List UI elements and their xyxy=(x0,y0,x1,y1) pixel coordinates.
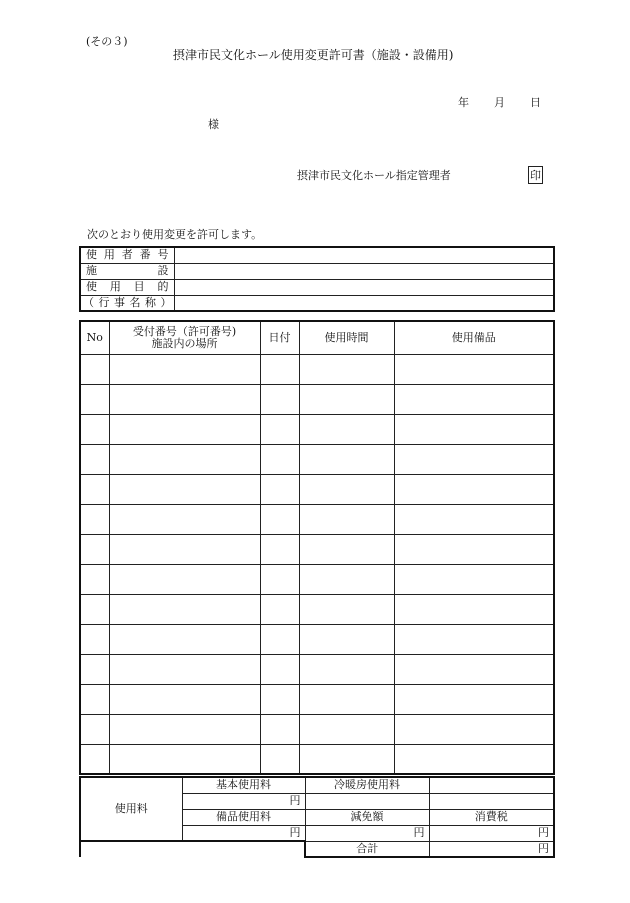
info-label-char: 者 xyxy=(121,248,133,262)
cell-equipment[interactable] xyxy=(394,384,554,414)
header-usage-time: 使用時間 xyxy=(299,321,394,354)
info-value-user-number[interactable] xyxy=(174,247,554,263)
tax-label: 消費税 xyxy=(429,809,554,825)
header-equipment: 使用備品 xyxy=(394,321,554,354)
cell-equipment[interactable] xyxy=(394,354,554,384)
cell-time[interactable] xyxy=(299,354,394,384)
cell-receipt[interactable] xyxy=(109,564,260,594)
cell-time[interactable] xyxy=(299,714,394,744)
info-label-char: 事 xyxy=(114,295,125,309)
fee-label: 使用料 xyxy=(80,777,182,841)
table-row xyxy=(80,624,554,654)
cell-equipment[interactable] xyxy=(394,594,554,624)
cell-time[interactable] xyxy=(299,654,394,684)
info-label-char: 使 xyxy=(86,279,97,293)
cell-no[interactable] xyxy=(80,684,109,714)
table-row xyxy=(80,744,554,774)
info-value-purpose[interactable] xyxy=(174,279,554,295)
cell-equipment[interactable] xyxy=(394,714,554,744)
basic-fee-label: 基本使用料 xyxy=(182,777,305,793)
info-label-char: 設 xyxy=(157,263,169,277)
date-day-label: 日 xyxy=(530,96,541,109)
info-label-char: 行 xyxy=(98,295,110,309)
cell-no[interactable] xyxy=(80,444,109,474)
info-label-char: 目 xyxy=(133,279,145,293)
cell-date[interactable] xyxy=(260,564,299,594)
cell-time[interactable] xyxy=(299,444,394,474)
cell-receipt[interactable] xyxy=(109,474,260,504)
info-label-char: 的 xyxy=(157,279,169,293)
cell-date[interactable] xyxy=(260,654,299,684)
fee-spacer xyxy=(80,841,305,857)
table-row xyxy=(80,384,554,414)
info-value-event-name[interactable] xyxy=(174,295,554,311)
info-label-facility xyxy=(80,263,174,279)
yen-unit: 円 xyxy=(538,841,549,855)
cell-receipt[interactable] xyxy=(109,744,260,774)
cell-no[interactable] xyxy=(80,594,109,624)
cell-time[interactable] xyxy=(299,684,394,714)
cell-equipment[interactable] xyxy=(394,414,554,444)
cell-date[interactable] xyxy=(260,384,299,414)
yen-unit: 円 xyxy=(538,825,549,839)
aircon-fee-value[interactable] xyxy=(305,793,429,809)
cell-time[interactable] xyxy=(299,594,394,624)
yen-unit: 円 xyxy=(289,793,301,807)
cell-date[interactable] xyxy=(260,594,299,624)
yen-unit: 円 xyxy=(413,825,425,839)
cell-date[interactable] xyxy=(260,744,299,774)
table-row xyxy=(80,354,554,384)
cell-equipment[interactable] xyxy=(394,564,554,594)
table-row xyxy=(80,474,554,504)
cell-date[interactable] xyxy=(260,474,299,504)
cell-date[interactable] xyxy=(260,444,299,474)
cell-equipment[interactable] xyxy=(394,684,554,714)
cell-date[interactable] xyxy=(260,624,299,654)
info-label-char: 用 xyxy=(109,279,121,293)
date-month-label: 月 xyxy=(494,96,505,109)
cell-date[interactable] xyxy=(260,414,299,444)
info-table xyxy=(79,246,555,312)
cell-receipt[interactable] xyxy=(109,714,260,744)
cell-no[interactable] xyxy=(80,714,109,744)
total-value[interactable] xyxy=(429,841,554,857)
info-label-char: ） xyxy=(160,295,172,309)
table-row xyxy=(80,504,554,534)
cell-receipt[interactable] xyxy=(109,444,260,474)
cell-date[interactable] xyxy=(260,534,299,564)
detail-table xyxy=(79,320,555,775)
cell-date[interactable] xyxy=(260,684,299,714)
info-label-char: 名 xyxy=(129,295,141,309)
info-label-char: 施 xyxy=(86,263,97,277)
info-value-facility[interactable] xyxy=(174,263,554,279)
total-label: 合計 xyxy=(305,841,429,857)
header-receipt-line1: 受付番号（許可番号) xyxy=(132,324,237,338)
table-row xyxy=(80,564,554,594)
header-no: No xyxy=(80,321,109,354)
cell-no[interactable] xyxy=(80,564,109,594)
cell-receipt[interactable] xyxy=(109,534,260,564)
info-label-char: （ xyxy=(83,295,94,309)
info-label-char: 称 xyxy=(145,295,156,309)
table-row xyxy=(80,594,554,624)
cell-receipt[interactable] xyxy=(109,414,260,444)
cell-time[interactable] xyxy=(299,384,394,414)
aircon-fee-blank xyxy=(429,777,554,793)
equipment-fee-label: 備品使用料 xyxy=(182,809,305,825)
cell-time[interactable] xyxy=(299,534,394,564)
cell-date[interactable] xyxy=(260,504,299,534)
table-row xyxy=(80,444,554,474)
basic-fee-value[interactable] xyxy=(182,793,305,809)
cell-no[interactable] xyxy=(80,504,109,534)
info-label-event-name xyxy=(80,295,174,311)
cell-receipt[interactable] xyxy=(109,504,260,534)
seal-mark: 印 xyxy=(528,166,543,184)
header-receipt-number xyxy=(109,321,260,354)
cell-equipment[interactable] xyxy=(394,504,554,534)
info-label-char: 使 xyxy=(86,248,97,262)
cell-time[interactable] xyxy=(299,624,394,654)
cell-receipt[interactable] xyxy=(109,654,260,684)
cell-no[interactable] xyxy=(80,534,109,564)
discount-value[interactable] xyxy=(305,825,429,841)
cell-equipment[interactable] xyxy=(394,624,554,654)
header-date: 日付 xyxy=(260,321,299,354)
equipment-fee-value[interactable] xyxy=(182,825,305,841)
discount-label: 減免額 xyxy=(305,809,429,825)
cell-time[interactable] xyxy=(299,504,394,534)
header-receipt-line2: 施設内の場所 xyxy=(151,336,218,350)
cell-date[interactable] xyxy=(260,714,299,744)
cell-time[interactable] xyxy=(299,564,394,594)
form-number: (その３) xyxy=(86,35,128,48)
cell-equipment[interactable] xyxy=(394,444,554,474)
cell-time[interactable] xyxy=(299,414,394,444)
aircon-fee-label: 冷暖房使用料 xyxy=(305,777,429,793)
cell-time[interactable] xyxy=(299,744,394,774)
issuer-name: 摂津市民文化ホール指定管理者 xyxy=(297,169,451,182)
cell-no[interactable] xyxy=(80,744,109,774)
permission-statement: 次のとおり使用変更を許可します。 xyxy=(87,228,263,241)
date-year-label: 年 xyxy=(458,96,469,109)
cell-equipment[interactable] xyxy=(394,744,554,774)
table-row xyxy=(80,654,554,684)
info-label-char: 用 xyxy=(103,248,115,262)
cell-time[interactable] xyxy=(299,474,394,504)
cell-receipt[interactable] xyxy=(109,354,260,384)
cell-no[interactable] xyxy=(80,354,109,384)
table-row xyxy=(80,534,554,564)
info-label-char: 号 xyxy=(157,248,169,262)
cell-receipt[interactable] xyxy=(109,624,260,654)
tax-value[interactable] xyxy=(429,825,554,841)
cell-date[interactable] xyxy=(260,354,299,384)
cell-no[interactable] xyxy=(80,414,109,444)
cell-equipment[interactable] xyxy=(394,474,554,504)
table-row xyxy=(80,684,554,714)
aircon-fee-extra[interactable] xyxy=(429,793,554,809)
cell-no[interactable] xyxy=(80,384,109,414)
document-title: 摂津市民文化ホール使用変更許可書（施設・設備用) xyxy=(173,48,454,62)
info-label-user-number xyxy=(80,247,174,263)
cell-equipment[interactable] xyxy=(394,534,554,564)
yen-unit: 円 xyxy=(289,825,301,839)
info-label-char: 番 xyxy=(139,248,151,262)
cell-no[interactable] xyxy=(80,624,109,654)
cell-receipt[interactable] xyxy=(109,594,260,624)
fee-table xyxy=(79,776,555,858)
addressee-suffix: 様 xyxy=(208,118,219,131)
cell-no[interactable] xyxy=(80,654,109,684)
cell-receipt[interactable] xyxy=(109,384,260,414)
info-label-purpose xyxy=(80,279,174,295)
cell-receipt[interactable] xyxy=(109,684,260,714)
cell-no[interactable] xyxy=(80,474,109,504)
table-row xyxy=(80,714,554,744)
table-row xyxy=(80,414,554,444)
cell-equipment[interactable] xyxy=(394,654,554,684)
